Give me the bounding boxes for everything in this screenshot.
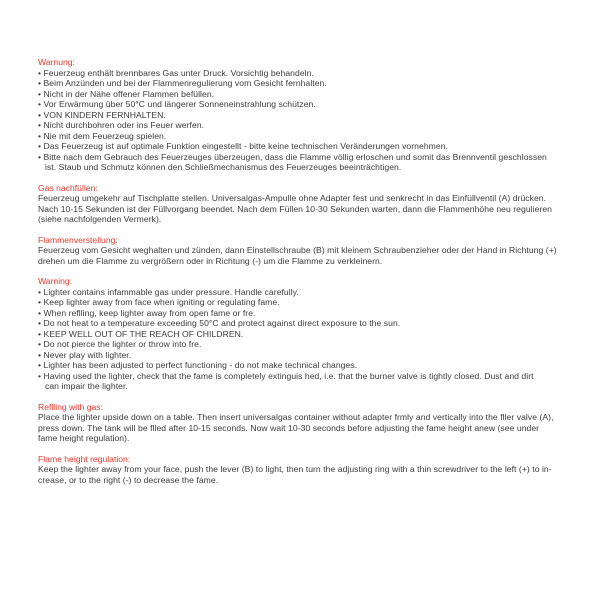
text-line: Place the lighter upside down on a table. Then insert universalgas container without adapter frmly and vertically into the fller valve (A),: [38, 412, 554, 422]
section-heading: Flammenverstellung:: [38, 234, 118, 245]
section-heading: Warning:: [38, 276, 73, 286]
sections: [38, 57, 570, 495]
text-line: • Do not heat to a temperature exceeding 50°C and protect against direct exposure to the sun.: [38, 318, 401, 328]
section-heading: Gas nachfüllen:: [38, 182, 98, 193]
text-line: • Vor Erwärmung über 50°C und längerer Sonneneinstrahlung schützen.: [38, 99, 316, 109]
text-line: Nach 10-15 Sekunden ist der Füllvorgang beendet. Nach dem Füllen 10-30 Sekunden warten, dann die Flammenhöhe neu regulieren: [38, 203, 552, 214]
text-line: Keep the lighter away from your face, push the lever (B) to light, then turn the adjusting ring with a thin screwdriver to the left (+) to in-: [38, 464, 552, 474]
text-line: • Never play with lighter.: [38, 349, 132, 360]
section: [38, 57, 570, 173]
text-line: fame height regulation).: [38, 433, 130, 443]
text-line: • Lighter contains infammable gas under pressure. Handle carefully.: [38, 286, 299, 297]
text-line: can impair the lighter.: [45, 381, 128, 391]
text-line: • Bitte nach dem Gebrauch des Feuerzeuges überzeugen, dass die Flamme völlig erloschen und somit das Brennventil geschlossen: [38, 151, 547, 162]
text-line: press down. The tank will be flled after 10-15 seconds. Now wait 10-30 seconds before adjusting the fame height anew (see under: [38, 422, 540, 433]
text-line: (siehe nachfolgenden Vermerk).: [38, 214, 162, 224]
text-line: • Nicht in der Nähe offener Flammen befüllen.: [38, 88, 215, 99]
section: [38, 276, 570, 392]
text-line: • Das Feuerzeug ist auf optimale Funktion eingestellt - bitte keine technischen Veränderungen vornehmen.: [38, 141, 448, 151]
text-line: • Beim Anzünden und bei der Flammenregulierung vom Gesicht fernhalten.: [38, 78, 327, 88]
section-heading: Warnung:: [38, 57, 75, 67]
text-line: • Having used the lighter, check that the fame is completely extinguis hed, i.e. that the burner valve is tightly closed. Dust and dirt: [38, 370, 534, 381]
text-line: Feuerzeug umgekehr auf Tischplatte stellen. Universalgas-Ampulle ohne Adapter fest und senkrecht in das Einfüllventil (A) drücken.: [38, 193, 547, 203]
text-line: ist. Staub und Schmutz können den Schließmechanismus des Feuerzeuges beeinträchtigen.: [45, 162, 402, 172]
text-line: • Feuerzeug enthält brennbares Gas unter Druck. Vorsichtig behandeln.: [38, 67, 314, 78]
section: [38, 235, 570, 267]
text-line: • VON KINDERN FERNHALTEN.: [38, 109, 166, 120]
section: [38, 454, 570, 486]
text-line: drehen um die Flamme zu vergrößern oder in Richtung (-) um die Flamme zu verkleinern.: [38, 255, 383, 266]
text-line: crease, or to the right (-) to decrease the fame.: [38, 474, 219, 485]
section-heading: Flame height regulation:: [38, 453, 131, 464]
section: [38, 183, 570, 225]
text-line: • KEEP WELL OUT OF THE REACH OF CHILDREN.: [38, 328, 244, 339]
text-line: • Do not pierce the lighter or throw into fre.: [38, 339, 202, 349]
section-heading: Reflling with gas:: [38, 401, 103, 412]
section: [38, 402, 570, 444]
text-line: • Nie mit dem Feuerzeug spielen.: [38, 130, 167, 141]
text-line: • Nicht durchbohren oder ins Feuer werfen.: [38, 120, 205, 130]
text-line: • Keep lighter away from face when igniting or regulating fame.: [38, 297, 280, 307]
text-line: • When reflling, keep lighter away from open fame or fre.: [38, 307, 256, 318]
text-line: • Lighter has been adjusted to perfect functioning - do not make technical changes.: [38, 360, 358, 370]
text-line: Feuerzeug vom Gesicht weghalten und zünden, dann Einstellschraube (B) mit kleinem Schraubenzieher oder der Hand in Richtung (+): [38, 245, 557, 255]
